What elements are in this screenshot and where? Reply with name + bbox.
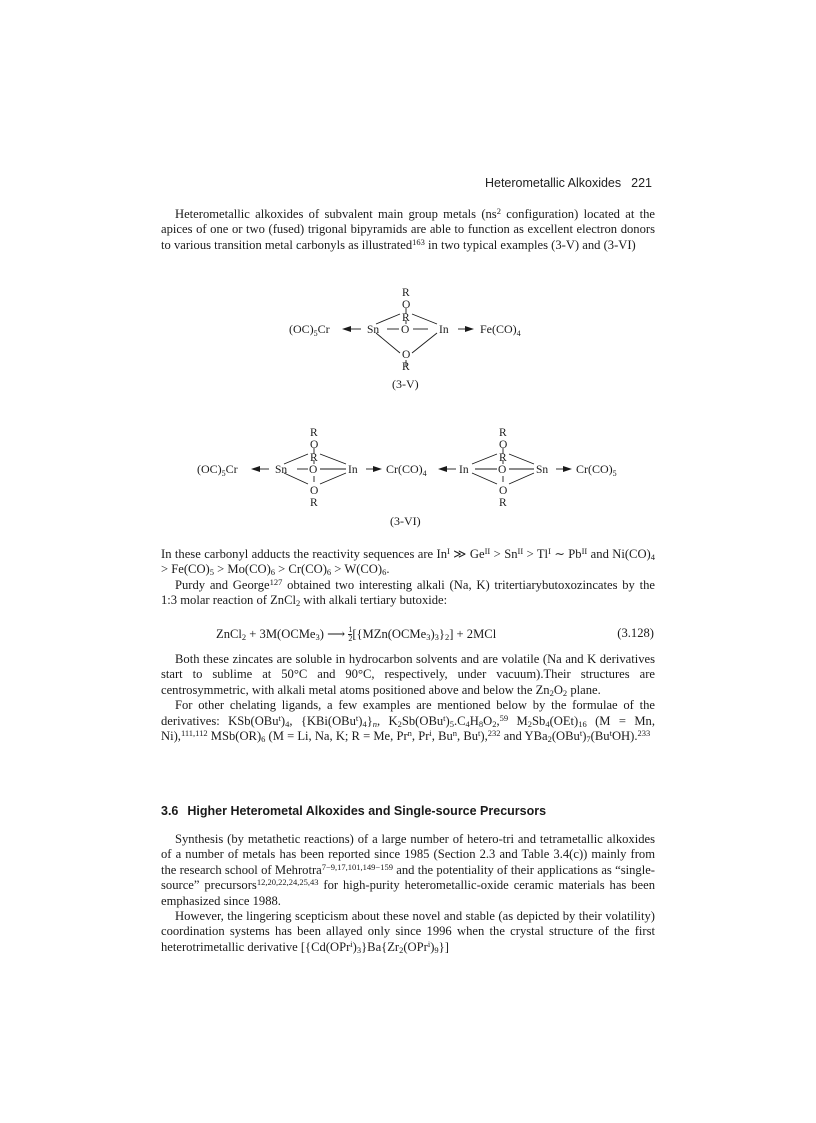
running-header (485, 176, 652, 190)
atom-Sn: Sn (275, 464, 288, 476)
equation-3-128 (216, 626, 654, 643)
dative-arrow-icon (465, 326, 474, 332)
atom-R-bottom: R (402, 361, 410, 373)
atom-O-top: O (402, 299, 411, 311)
equation-body: ZnCl$_2$ + 3M(OCMe$_3$) ⟶ $\frac{1}{2}$ $[\{MZn(OCMe_3)_3\}_2] + 2MCl$ (216, 625, 497, 643)
section-number: 3.6 (161, 804, 179, 818)
paragraph-reactivity: In these carbonyl adducts the reactivity sequences are $In^I$ ≫ $Ge^{II} > Sn^{II} > Tl^I$ ∼ $Pb^{II}$ and $Ni(CO)_4 > Fe(CO)_5 > Mo(CO)_6 > Cr(CO)_6 > W(CO)_6$. Purdy and George$^{127}$ obtained two interesting alkali (Na, K) tritertiarybutoxozincates by the 1:3 molar reaction of ZnCl$_2$ with alkali tertiary butoxide: (161, 546, 655, 609)
atom-Sn: Sn (536, 464, 549, 476)
ligand-crco4: $Cr(CO)_4$ (386, 462, 427, 478)
section-title: Higher Heterometal Alkoxides and Single-source Precursors (187, 804, 547, 818)
atom-R: R (499, 427, 507, 439)
ligand-oc5cr: $(OC)_5Cr$ (197, 462, 238, 478)
atom-R: R (499, 497, 507, 509)
ligand-crco5: $Cr(CO)_5$ (576, 462, 617, 478)
ligand-oc5cr: $(OC)_5Cr$ (289, 322, 330, 338)
equation-number: (3.128) (617, 626, 654, 640)
atom-R-mid: R (402, 312, 410, 324)
atom-O: O (498, 464, 507, 476)
atom-R: R (310, 427, 318, 439)
dative-arrow-icon (563, 466, 572, 472)
section-heading (161, 804, 546, 818)
atom-Sn: Sn (367, 324, 380, 336)
dative-arrow-icon (438, 466, 447, 472)
atom-O: O (310, 439, 319, 451)
header-title: Heterometallic Alkoxides (484, 176, 622, 190)
dative-arrow-icon (342, 326, 351, 332)
paragraph-zincates: Both these zincates are soluble in hydrocarbon solvents and are volatile (Na and K derivatives start to sublime at 50°C and 90°C, respectively, under vacuum).Their structures are centrosymmetric, with alkali metal atoms positioned above and below the $Zn_2O_2$ plane. For other chelating ligands, a few examples are mentioned below by the formulae of the derivatives: $KSb(OBu^t)_4$, $\{KBi(OBu^t)_4\}_n$, $K_2Sb(OBu^t)_5.C_4H_8O_2,^{59}$ $M_2Sb_4(OEt)_{16}$ (M = Mn, Ni),$^{111,112}$ $MSb(OR)_6$ (M = Li, Na, K; R = Me, Pr$^n$, Pr$^i$, Bu$^n$, Bu$^t$),$^{232}$ and $YBa_2(OBu^t)_7(Bu^tOH).^{233}$ (161, 652, 655, 745)
atom-O: O (310, 485, 319, 497)
structure-label-3-V: (3-V) (392, 377, 419, 391)
structure-label-3-VI: (3-VI) (390, 514, 421, 528)
atom-R: R (310, 497, 318, 509)
page-number: 221 (631, 176, 652, 190)
atom-O: O (499, 439, 508, 451)
dative-arrow-icon (373, 466, 382, 472)
dative-arrow-icon (251, 466, 260, 472)
atom-R: R (499, 452, 507, 464)
atom-In: In (439, 324, 449, 336)
paragraph-synthesis: Synthesis (by metathetic reactions) of a large number of hetero-tri and tetrametallic alkoxides of a number of metals has been reported since 1985 (Section 2.3 and Table 3.4(c)) mainly from the research school of Mehrotra$^{7-9,17,101,149-159}$ and the potentiality of their applications as “single-source” precursors$^{12,20,22,24,25,43}$ for high-purity heterometallic-oxide ceramic materials has been emphasized since 1988. However, the lingering scepticism about these novel and stable (as depicted by their volatility) coordination systems has been allayed only since 1996 when the crystal structure of the first heterotrimetallic derivative $[\{Cd(OPr^i)_3\}Ba\{Zr_2(OPr^i)_9\}]$ (161, 832, 656, 955)
ligand-feco4: $Fe(CO)_4$ (480, 322, 521, 338)
atom-O: O (499, 485, 508, 497)
atom-O-bottom: O (402, 349, 411, 361)
atom-O: O (309, 464, 318, 476)
paragraph-intro: Heterometallic alkoxides of subvalent main group metals ($ns^2$ configuration) located at the apices of one or two (fused) trigonal bipyramids are able to function as excellent electron donors to various transition metal carbonyls as illustrated$^{163}$ in two typical examples (3-V) and (3-VI) (161, 206, 656, 252)
atom-R: R (310, 452, 318, 464)
atom-In: In (348, 464, 358, 476)
atom-R-top: R (402, 287, 410, 299)
structure-3-V (280, 284, 540, 396)
structure-3-VI (192, 424, 632, 532)
atom-In: In (459, 464, 469, 476)
atom-O-mid: O (401, 324, 410, 336)
